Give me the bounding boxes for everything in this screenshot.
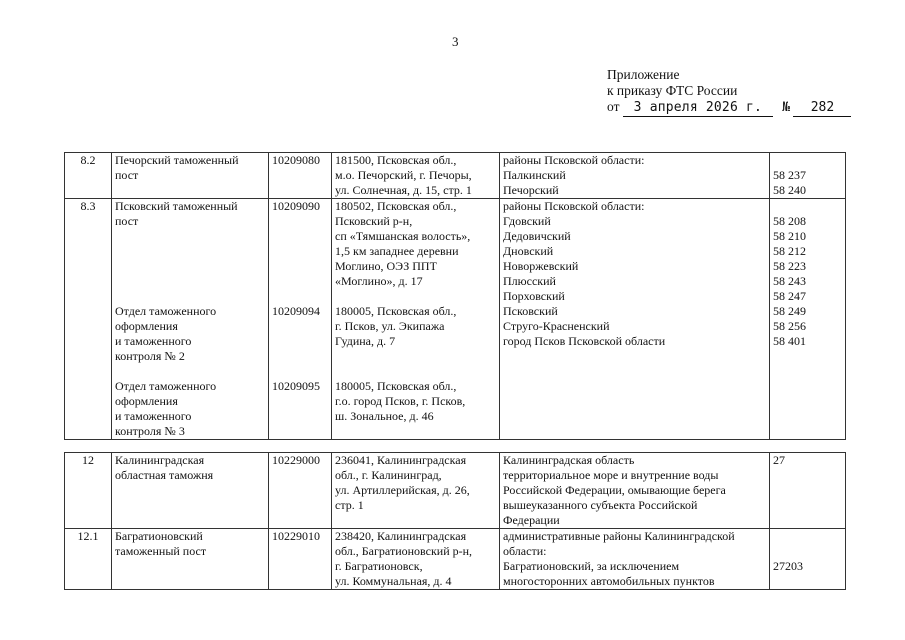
row-number: 12 xyxy=(65,453,112,529)
page-number: 3 xyxy=(452,34,459,49)
region-list: Калининградская область территориальное море и внутренние воды Российской Федерации, омывающие берега вышеуказанного субъекта Российской Федерации xyxy=(500,453,770,529)
office-address: 236041, Калининградская обл., г. Калининград, ул. Артиллерийская, д. 26, стр. 1 xyxy=(332,453,500,529)
okato-codes: 58 208 58 210 58 212 58 223 58 243 58 247 58 249 58 256 58 401 xyxy=(770,199,846,440)
sub-office-name: Отдел таможенного xyxy=(115,304,217,318)
customs-table-pskov xyxy=(64,152,846,440)
appendix-header xyxy=(607,67,851,117)
sub-office-code: 10209095 xyxy=(272,379,320,393)
office-code: 10209080 xyxy=(269,153,332,199)
order-number: 282 xyxy=(793,100,851,117)
region-list: административные районы Калининградской области: Багратионовский, за исключением многосторонних автомобильных пунктов xyxy=(500,529,770,590)
row-number: 8.2 xyxy=(65,153,112,199)
table-row xyxy=(65,453,846,529)
region-list: районы Псковской области: Гдовский Дедовичский Дновский Новоржевский Плюсский Порховский Псковский Струго-Красненский город Псков Псковской области xyxy=(500,199,770,440)
office-name: Печорский таможенный пост xyxy=(112,153,269,199)
okato-codes: 58 237 58 240 xyxy=(770,153,846,199)
region-list: районы Псковской области: Палкинский Печорский xyxy=(500,153,770,199)
number-label: № xyxy=(782,100,791,115)
office-address: 238420, Калининградская обл., Багратионовский р-н, г. Багратионовск, ул. Коммунальная, д. 4 xyxy=(332,529,500,590)
from-label: от xyxy=(607,99,620,114)
office-name: Калининградская областная таможня xyxy=(112,453,269,529)
office-code: 10229010 xyxy=(269,529,332,590)
appendix-date-line xyxy=(607,99,851,117)
office-code: 10229000 xyxy=(269,453,332,529)
sub-office-name: Отдел таможенного xyxy=(115,379,217,393)
table-row xyxy=(65,529,846,590)
office-name: Багратионовский таможенный пост xyxy=(112,529,269,590)
table-row xyxy=(65,153,846,199)
office-code: 10209090 10209094 10209095 xyxy=(269,199,332,440)
sub-office-code: 10209094 xyxy=(272,304,320,318)
okato-codes: 27203 xyxy=(770,529,846,590)
table-row xyxy=(65,199,846,440)
row-number: 12.1 xyxy=(65,529,112,590)
sub-office-address: 180005, Псковская обл., xyxy=(335,379,457,393)
office-name: Псковский таможенный пост Отдел таможенного оформления и таможенного контроля № 2 Отдел таможенного оформления и таможенного контроля № 3 xyxy=(112,199,269,440)
appendix-order: к приказу ФТС России xyxy=(607,83,738,98)
customs-table-kaliningrad xyxy=(64,452,846,590)
order-date: 3 апреля 2026 г. xyxy=(623,100,773,117)
office-address: 180502, Псковская обл., Псковский р-н, сп «Тямшанская волость», 1,5 км западнее деревни Моглино, ОЭЗ ППТ «Моглино», д. 17 180005, Псковская обл., г. Псков, ул. Экипажа Гудина, д. 7 180005, Псковская обл., г.о. город Псков, г. Псков, ш. Зональное, д. 46 xyxy=(332,199,500,440)
office-address: 181500, Псковская обл., м.о. Печорский, г. Печоры, ул. Солнечная, д. 15, стр. 1 xyxy=(332,153,500,199)
sub-office-address: 180005, Псковская обл., xyxy=(335,304,457,318)
row-number: 8.3 xyxy=(65,199,112,440)
appendix-title: Приложение xyxy=(607,67,680,82)
okato-codes: 27 xyxy=(770,453,846,529)
